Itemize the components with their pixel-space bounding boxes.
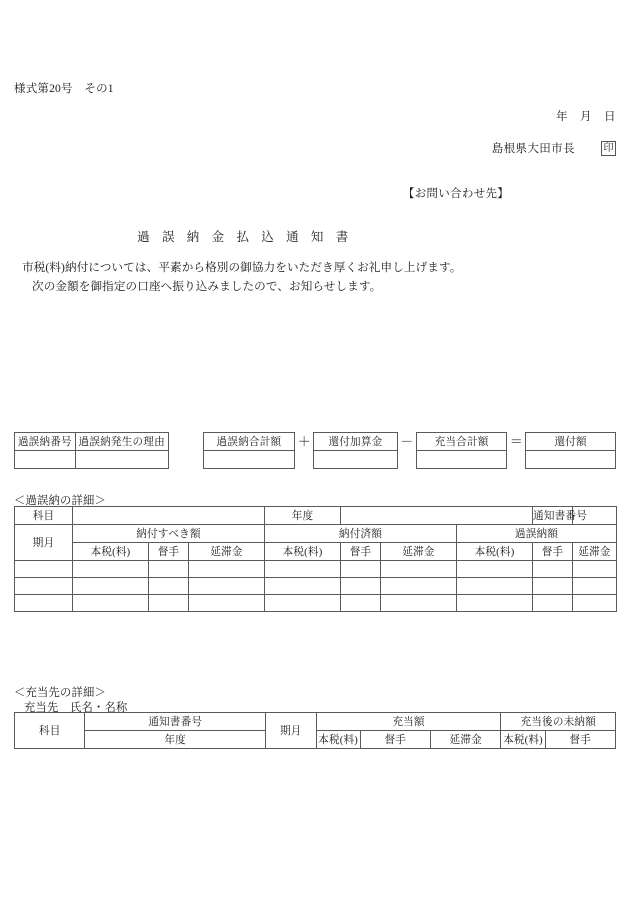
- header-refund-interest: 還付加算金: [314, 433, 398, 451]
- page-title: 過 誤 納 金 払 込 通 知 書: [137, 230, 353, 244]
- label-tsuchi-number: 通知書番号: [533, 507, 573, 525]
- cell-overpaid-tax[interactable]: [457, 595, 533, 612]
- cell-paid-fee[interactable]: [341, 561, 381, 578]
- table-row: [526, 451, 616, 469]
- cell-overpaid-late[interactable]: [573, 561, 617, 578]
- juto-detail-table: [14, 712, 616, 749]
- cell-kagonou-number[interactable]: [15, 451, 76, 469]
- label-nendo: 年度: [85, 731, 266, 749]
- header-refund-amount: 還付額: [526, 433, 616, 451]
- date-line: 年 月 日: [556, 111, 616, 123]
- kagonou-detail-caption: ＜過誤納の詳細＞: [14, 495, 106, 507]
- subheader-allocation-tax: 本税(料): [316, 731, 360, 749]
- body-line-2: 次の金額を御指定の口座へ振り込みましたので、お知らせします。: [32, 280, 382, 293]
- cell-paid-late[interactable]: [381, 595, 457, 612]
- cell-overpaid-fee[interactable]: [533, 578, 573, 595]
- table-row: [15, 561, 617, 578]
- operator-minus-icon: －: [400, 434, 414, 449]
- kagonou-detail-table: [14, 506, 617, 612]
- group-header-row: [15, 713, 616, 731]
- table-row: [15, 578, 617, 595]
- cell-overpaid-fee[interactable]: [533, 595, 573, 612]
- summary-strip: [14, 432, 616, 469]
- header-total-allocation: 充当合計額: [416, 433, 507, 451]
- cell-overpaid-tax[interactable]: [457, 578, 533, 595]
- cell-nendo-value[interactable]: [341, 507, 533, 525]
- issuer-name: 島根県大田市長: [491, 143, 575, 155]
- seal-stamp-box: 印: [601, 141, 616, 156]
- subheader-payable-late: 延滞金: [189, 543, 265, 561]
- table-header-row: [416, 433, 507, 451]
- info-row: [15, 507, 617, 525]
- cell-payable-late[interactable]: [189, 595, 265, 612]
- cell-payable-tax[interactable]: [73, 561, 149, 578]
- cell-period[interactable]: [15, 595, 73, 612]
- cell-refund-amount[interactable]: [526, 451, 616, 469]
- cell-paid-late[interactable]: [381, 561, 457, 578]
- issuer-row: [492, 140, 616, 156]
- table-row: [15, 595, 617, 612]
- contact-label: 【お問い合わせ先】: [402, 188, 510, 200]
- cell-payable-late[interactable]: [189, 578, 265, 595]
- subheader-payable-fee: 督手: [149, 543, 189, 561]
- header-total-kagonou: 過誤納合計額: [203, 433, 294, 451]
- subheader-overpaid-late: 延滞金: [573, 543, 617, 561]
- cell-payable-fee[interactable]: [149, 595, 189, 612]
- header-kagonou-number: 過誤納番号: [15, 433, 76, 451]
- subheader-allocation-late: 延滞金: [431, 731, 501, 749]
- cell-paid-fee[interactable]: [341, 578, 381, 595]
- cell-paid-late[interactable]: [381, 578, 457, 595]
- cell-total-kagonou[interactable]: [203, 451, 294, 469]
- label-tsuchi-number: 通知書番号: [85, 713, 266, 731]
- total-kagonou-box: [203, 432, 295, 469]
- label-period: 期月: [15, 525, 73, 561]
- cell-payable-fee[interactable]: [149, 561, 189, 578]
- cell-overpaid-late[interactable]: [573, 578, 617, 595]
- juto-detail-caption: ＜充当先の詳細＞: [14, 687, 106, 699]
- label-nendo: 年度: [265, 507, 341, 525]
- subheader-overpaid-fee: 督手: [533, 543, 573, 561]
- total-allocation-box: [416, 432, 508, 469]
- subheader-paid-tax: 本税(料): [265, 543, 341, 561]
- cell-payable-late[interactable]: [189, 561, 265, 578]
- cell-payable-fee[interactable]: [149, 578, 189, 595]
- subheader-payable-tax: 本税(料): [73, 543, 149, 561]
- cell-paid-tax[interactable]: [265, 561, 341, 578]
- cell-payable-tax[interactable]: [73, 578, 149, 595]
- label-kamoku: 科目: [15, 713, 85, 749]
- table-header-row: [15, 433, 169, 451]
- group-header-allocation: 充当額: [316, 713, 501, 731]
- reason-table: [14, 432, 169, 469]
- cell-period[interactable]: [15, 578, 73, 595]
- group-header-unpaid-after: 充当後の未納額: [501, 713, 616, 731]
- subheader-unpaid-fee: 督手: [545, 731, 616, 749]
- table-header-row: [526, 433, 616, 451]
- cell-overpaid-fee[interactable]: [533, 561, 573, 578]
- cell-total-allocation[interactable]: [416, 451, 507, 469]
- header-kagonou-reason: 過誤納発生の理由: [75, 433, 168, 451]
- label-period: 期月: [265, 713, 316, 749]
- subheader-unpaid-tax: 本税(料): [501, 731, 545, 749]
- cell-paid-fee[interactable]: [341, 595, 381, 612]
- table-row: [203, 451, 294, 469]
- table-row: [15, 451, 169, 469]
- group-header-overpaid: 過誤納額: [457, 525, 617, 543]
- subheader-row: [15, 543, 617, 561]
- cell-paid-tax[interactable]: [265, 578, 341, 595]
- refund-interest-box: [313, 432, 398, 469]
- form-number: 様式第20号 その1: [14, 83, 114, 95]
- cell-kamoku-value[interactable]: [73, 507, 265, 525]
- juto-name-label: 充当先 氏名・名称: [24, 702, 128, 714]
- cell-paid-tax[interactable]: [265, 595, 341, 612]
- subheader-paid-late: 延滞金: [381, 543, 457, 561]
- table-header-row: [314, 433, 398, 451]
- operator-equals-icon: ＝: [509, 434, 523, 449]
- cell-overpaid-tax[interactable]: [457, 561, 533, 578]
- cell-kagonou-reason[interactable]: [75, 451, 168, 469]
- group-header-paid: 納付済額: [265, 525, 457, 543]
- cell-overpaid-late[interactable]: [573, 595, 617, 612]
- body-line-1: 市税(料)納付については、平素から格別の御協力をいただき厚くお礼申し上げます。: [22, 261, 462, 274]
- operator-plus-icon: ＋: [297, 434, 311, 449]
- table-row: [314, 451, 398, 469]
- label-kamoku: 科目: [15, 507, 73, 525]
- subheader-overpaid-tax: 本税(料): [457, 543, 533, 561]
- cell-refund-interest[interactable]: [314, 451, 398, 469]
- group-header-row: [15, 525, 617, 543]
- body-text: [22, 258, 461, 296]
- refund-amount-box: [525, 432, 616, 469]
- table-row: [416, 451, 507, 469]
- subheader-allocation-fee: 督手: [360, 731, 430, 749]
- group-header-payable: 納付すべき額: [73, 525, 265, 543]
- cell-period[interactable]: [15, 561, 73, 578]
- subheader-paid-fee: 督手: [341, 543, 381, 561]
- table-header-row: [203, 433, 294, 451]
- cell-payable-tax[interactable]: [73, 595, 149, 612]
